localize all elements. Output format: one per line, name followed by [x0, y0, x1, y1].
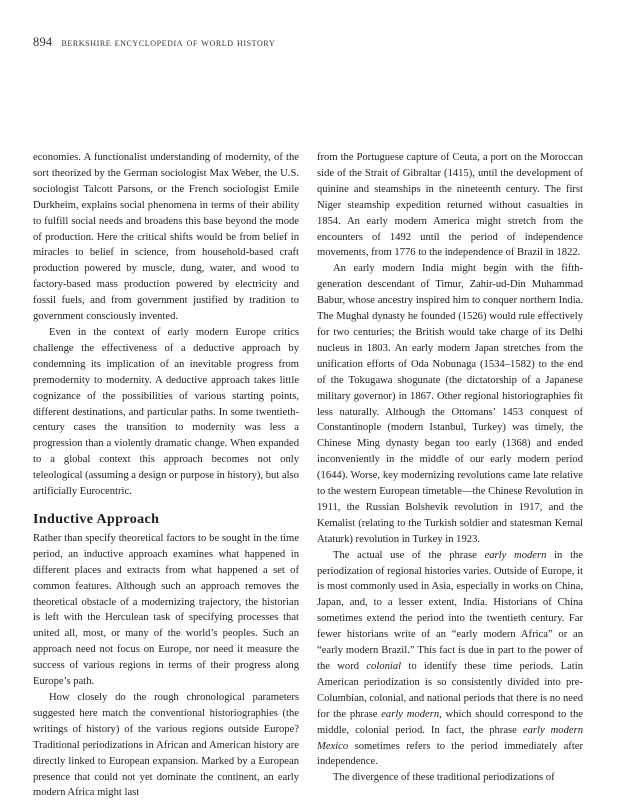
- left-column: [33, 150, 299, 801]
- running-header: [33, 35, 275, 50]
- italic-term: early modern Mexico: [317, 724, 584, 752]
- text-run: The actual use of the phrase: [333, 549, 485, 561]
- paragraph: How closely do the rough chronological parameters suggested here match the conventional historiographies (the writings of history) of the various regions outside Europe? Traditional periodizations in African and American history are directly linked to European expansion. Marked by a European presence that could not yet dominate the continent, an early modern Africa might last: [33, 692, 299, 799]
- italic-term: colonial: [366, 661, 402, 672]
- running-title: berkshire encyclopedia of world history: [61, 37, 276, 49]
- italic-term: early modern,: [381, 708, 442, 720]
- text-run: sometimes refers to the period immediately after independence.: [317, 740, 583, 768]
- text-run: to identify these time periods. Latin American periodization is so consistently divided into pre-Columbian, colonial, and national periods that there is no need for the phrase: [317, 661, 583, 720]
- paragraph: economies. A functionalist understanding of modernity, of the sort theorized by the German sociologist Max Weber, the U.S. sociologist Talcott Parsons, or the French sociologist Emile Durkheim, explains social phenomena in terms of their ability to fulfill social needs and broadens this base beyond the mode of production. Here the critical shifts would be from belief in miracles to belief in science, from household-based craft production powered by muscle, dung, water, and wood to factory-based mass production powered by electricity and fossil fuels, and from government justified by tradition to government consciously invented.: [33, 152, 299, 323]
- paragraph: [317, 548, 583, 771]
- section-heading: Inductive Approach: [33, 511, 160, 527]
- page-number: 894: [33, 35, 53, 49]
- italic-term: early modern: [484, 549, 547, 561]
- text-run: in the periodization of regional histories varies. Outside of Europe, it is most commonly used in Asia, especially in works on China, Japan, and, to a lesser extent, India. Historians of China sometimes extend the period into the twentieth century. Far fewer historians write of an “early modern Africa” or an “early modern Brazil.” This fact is due in part to the power of the word: [317, 549, 584, 672]
- paragraph: Rather than specify theoretical factors to be sought in the time period, an inductive approach examines what happened in different places and extracts from what happened a set of common features. Although such an approach removes the theoretical obstacle of a modernizing trajectory, the historian is left with the Herculean task of specifying processes that united all, most, or many of the world’s peoples. Such an approach need not focus on Europe, nor need it measure the success of various regions in terms of their progress along Europe’s path.: [33, 532, 299, 688]
- text-run: which should correspond to the middle, colonial period. In fact, the phrase: [317, 708, 583, 736]
- paragraph: An early modern India might begin with the fifth-generation descendant of Timur, Zahir-ud-Din Muhammad Babur, whose ancestry inspired him to conquer northern India. The Mughal dynasty he founded (1526) would rule effectively for two centuries; the British would take charge of its Delhi nucleus in 1803. An early modern Japan stretches from the unification efforts of Oda Nobunaga (1534–1582) to the end of the Tokugawa shogunate (the dictatorship of a Japanese military governor) in 1867. Other regional historiographies fit less naturally. Although the Ottomans’ 1453 conquest of Constantinople (modern Istanbul, Turkey) was timely, the Chinese Ming dynasty began too early (1368) and ended inconveniently in the middle of our early modern period (1644). Worse, key modernizing revolutions came late relative to the western European timetable—the Chinese Revolution in 1911, the Russian Bolshevik revolution in 1917, and the Kemalist (relating to the Turkish soldier and statesman Kemal Ataturk) revolution in Turkey in 1923.: [317, 263, 583, 545]
- paragraph: Even in the context of early modern Europe critics challenge the effectiveness of a deductive approach by condemning its implication of an inevitable progress from premodernity to modernity. A deductive approach takes little cognizance of the possibilities of various starting points, different destinations, and particular paths. In some twentieth-century cases the transition to modernity was less a progression than a violently dramatic change. When expanded to a global context this approach becomes not only teleological (assuming a design or purpose in history), but also artificially Eurocentric.: [33, 326, 299, 498]
- paragraph: The divergence of these traditional periodizations of: [333, 772, 555, 784]
- paragraph: from the Portuguese capture of Ceuta, a port on the Moroccan side of the Strait of Gibraltar (1415), until the development of quinine and steamships in the nineteenth century. The first Niger steamship expedition returned without casualties in 1854. An early modern America might stretch from the encounters of 1492 until the period of independence movements, from 1776 to the independence of Brazil in 1822.: [317, 152, 583, 259]
- right-column: [317, 150, 583, 786]
